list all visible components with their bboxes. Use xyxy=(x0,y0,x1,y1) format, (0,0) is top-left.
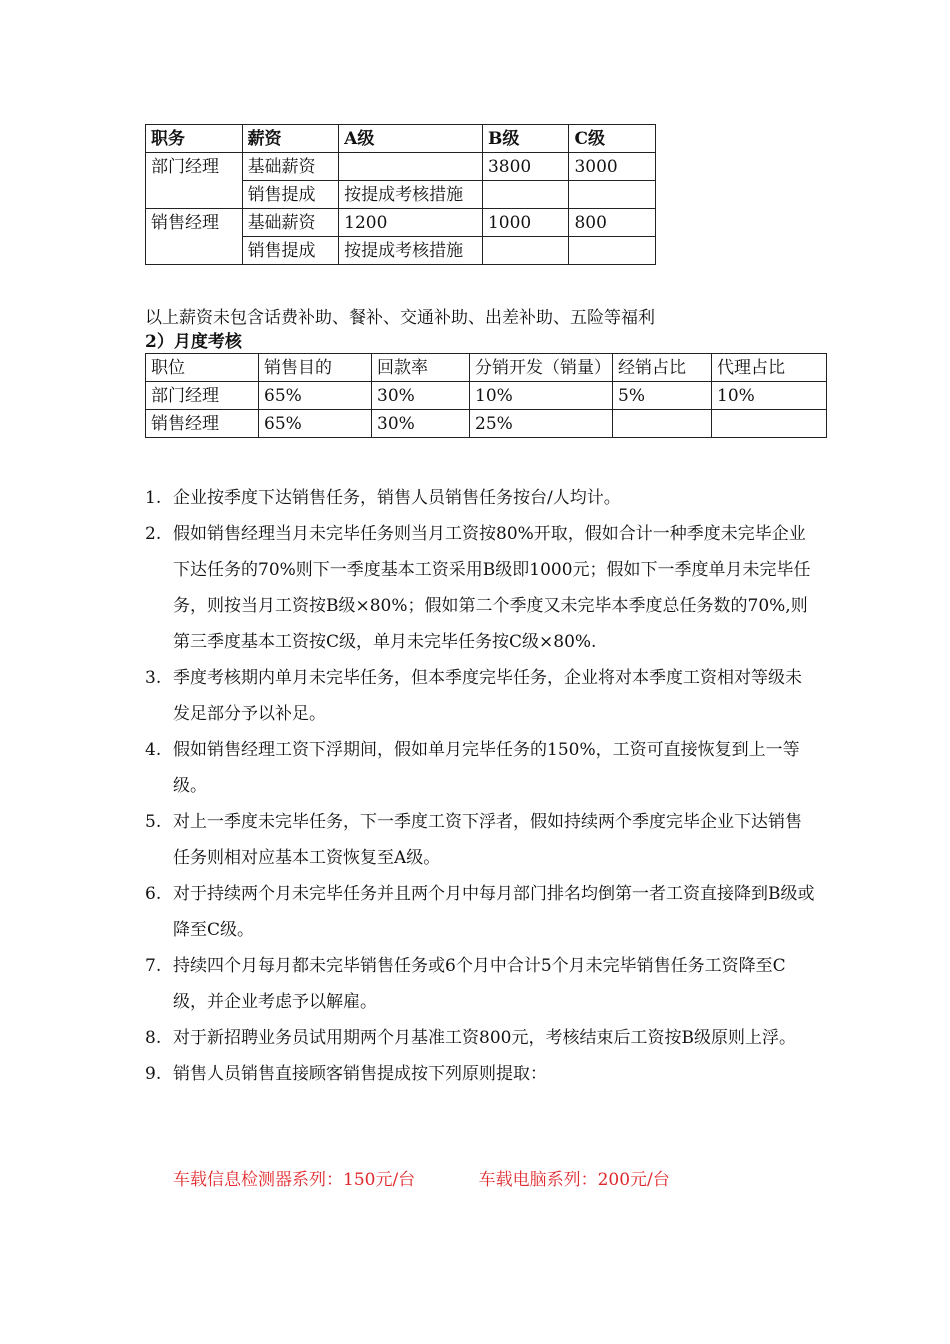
list-number: 8. xyxy=(145,1028,162,1048)
commission-c xyxy=(569,181,656,209)
commission-detector: 车载信息检测器系列：150元/台 xyxy=(173,1170,416,1190)
list-text: 假如销售经理当月未完毕任务则当月工资按80%开取，假如合计一种季度未完毕企业下达任务的70%则下一季度基本工资采用B级即1000元；假如下一季度单月未完毕任务，则按当月工资按B级×80%；假如第二个季度又未完毕本季度总任务数的70%,则第三季度基本工资按C级，单月未完毕任务按C级×80%. xyxy=(173,524,811,652)
list-item xyxy=(145,1020,815,1056)
list-text: 对于新招聘业务员试用期两个月基准工资800元，考核结束后工资按B级原则上浮。 xyxy=(173,1028,796,1048)
commission-label: 销售提成 xyxy=(242,181,339,209)
base-c: 3000 xyxy=(569,153,656,181)
header-position: 职位 xyxy=(146,354,259,382)
commission-a: 按提成考核措施 xyxy=(339,237,483,265)
list-item xyxy=(145,480,815,516)
base-label: 基础薪资 xyxy=(242,153,339,181)
salary-note: 以上薪资未包含话费补助、餐补、交通补助、出差补助、五险等福利 xyxy=(145,308,655,328)
monthly-table xyxy=(145,353,827,438)
list-number: 7. xyxy=(145,956,162,976)
base-b: 3800 xyxy=(482,153,569,181)
table-cell: 65% xyxy=(259,382,372,410)
base-a xyxy=(339,153,483,181)
list-number: 1. xyxy=(145,488,162,508)
commission-label: 销售提成 xyxy=(242,237,339,265)
list-number: 4. xyxy=(145,740,162,760)
table-cell xyxy=(613,410,712,438)
table-cell: 25% xyxy=(470,410,613,438)
list-item xyxy=(145,804,815,876)
table-cell xyxy=(712,410,827,438)
list-item xyxy=(145,732,815,804)
list-text: 企业按季度下达销售任务，销售人员销售任务按台/人均计。 xyxy=(173,488,621,508)
role-dept-manager: 部门经理 xyxy=(146,153,243,209)
monthly-header-row xyxy=(146,354,827,382)
list-number: 3. xyxy=(145,668,162,688)
rules-list xyxy=(145,480,815,1092)
table-row xyxy=(146,382,827,410)
table-row xyxy=(146,209,656,237)
header-sales-target: 销售目的 xyxy=(259,354,372,382)
salary-table xyxy=(145,124,656,265)
table-cell: 30% xyxy=(372,382,470,410)
list-number: 9. xyxy=(145,1064,162,1084)
table-cell: 销售经理 xyxy=(146,410,259,438)
base-c: 800 xyxy=(569,209,656,237)
list-text: 假如销售经理工资下浮期间，假如单月完毕任务的150%，工资可直接恢复到上一等级。 xyxy=(173,740,800,796)
table-row xyxy=(146,410,827,438)
header-salary: 薪资 xyxy=(242,125,339,153)
commission-c xyxy=(569,237,656,265)
header-distribution: 分销开发（销量） xyxy=(470,354,613,382)
header-grade-b: B级 xyxy=(482,125,569,153)
table-cell: 30% xyxy=(372,410,470,438)
list-text: 销售人员销售直接顾客销售提成按下列原则提取： xyxy=(173,1064,547,1084)
list-item xyxy=(145,660,815,732)
list-item xyxy=(145,516,815,660)
role-sales-manager: 销售经理 xyxy=(146,209,243,265)
salary-header-row xyxy=(146,125,656,153)
table-cell: 65% xyxy=(259,410,372,438)
header-grade-a: A级 xyxy=(339,125,483,153)
list-text: 对于持续两个月未完毕任务并且两个月中每月部门排名均倒第一者工资直接降到B级或降至C级。 xyxy=(173,884,815,940)
list-number: 5. xyxy=(145,812,162,832)
commission-b xyxy=(482,237,569,265)
commission-b xyxy=(482,181,569,209)
table-cell: 5% xyxy=(613,382,712,410)
base-b: 1000 xyxy=(482,209,569,237)
base-a: 1200 xyxy=(339,209,483,237)
table-row xyxy=(146,153,656,181)
header-grade-c: C级 xyxy=(569,125,656,153)
header-role: 职务 xyxy=(146,125,243,153)
list-text: 持续四个月每月都未完毕销售任务或6个月中合计5个月未完毕销售任务工资降至C级，并企业考虑予以解雇。 xyxy=(173,956,786,1012)
table-cell: 10% xyxy=(470,382,613,410)
list-item xyxy=(145,876,815,948)
table-cell: 10% xyxy=(712,382,827,410)
list-text: 对上一季度未完毕任务，下一季度工资下浮者，假如持续两个季度完毕企业下达销售任务则相对应基本工资恢复至A级。 xyxy=(173,812,802,868)
list-number: 2. xyxy=(145,524,162,544)
commission-car-computer: 车载电脑系列：200元/台 xyxy=(478,1170,670,1190)
table-cell: 部门经理 xyxy=(146,382,259,410)
header-dealer-share: 经销占比 xyxy=(613,354,712,382)
monthly-heading: 2）月度考核 xyxy=(145,332,242,352)
header-agent-share: 代理占比 xyxy=(712,354,827,382)
list-item xyxy=(145,948,815,1020)
base-label: 基础薪资 xyxy=(242,209,339,237)
commission-a: 按提成考核措施 xyxy=(339,181,483,209)
commission-rates xyxy=(173,1162,670,1198)
header-collection-rate: 回款率 xyxy=(372,354,470,382)
list-text: 季度考核期内单月未完毕任务，但本季度完毕任务，企业将对本季度工资相对等级未发足部分予以补足。 xyxy=(173,668,802,724)
list-number: 6. xyxy=(145,884,162,904)
list-item xyxy=(145,1056,815,1092)
